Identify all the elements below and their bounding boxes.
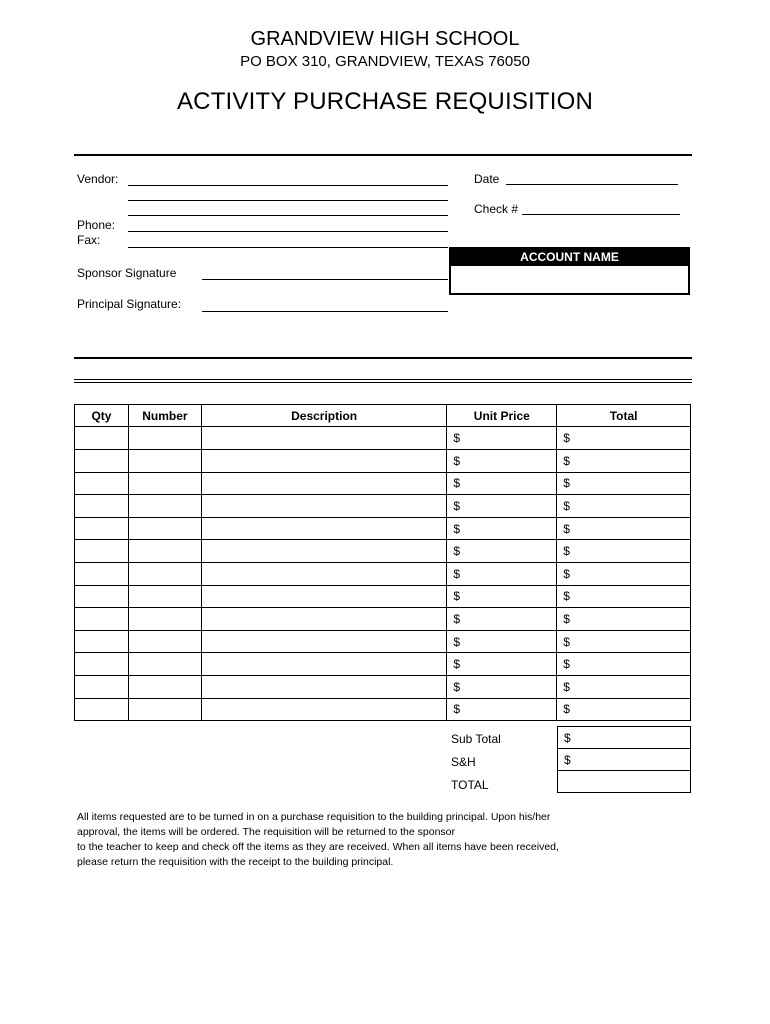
- account-name-header: ACCOUNT NAME: [451, 249, 688, 266]
- sponsor-signature-label: Sponsor Signature: [77, 266, 177, 280]
- total-cell[interactable]: [557, 495, 691, 518]
- fax-label: Fax:: [77, 233, 101, 247]
- total-cell[interactable]: [557, 608, 691, 631]
- form-title: ACTIVITY PURCHASE REQUISITION: [176, 88, 594, 115]
- qty-cell[interactable]: [75, 517, 129, 540]
- table-row: [75, 540, 691, 563]
- number-cell[interactable]: [128, 427, 201, 450]
- subtotal-field[interactable]: [557, 726, 691, 749]
- note-line-4: please return the requisition with the receipt to the building principal.: [77, 856, 394, 868]
- table-row: [75, 585, 691, 608]
- subtotal-currency: $: [564, 731, 571, 745]
- total-cell[interactable]: [557, 540, 691, 563]
- date-label: Date: [474, 172, 500, 186]
- number-cell[interactable]: [128, 630, 201, 653]
- currency-symbol: $: [563, 544, 570, 559]
- currency-symbol: $: [453, 657, 461, 672]
- top-divider: [74, 154, 692, 156]
- total-cell[interactable]: [557, 630, 691, 653]
- table-row: [75, 427, 691, 450]
- principal-signature-label: Principal Signature:: [77, 297, 182, 311]
- currency-symbol: $: [453, 476, 461, 491]
- sh-currency: $: [564, 753, 571, 767]
- currency-symbol: $: [563, 453, 570, 468]
- number-cell[interactable]: [128, 495, 201, 518]
- unit-price-cell[interactable]: [447, 450, 557, 473]
- description-cell[interactable]: [201, 675, 447, 698]
- col-number: Number: [128, 405, 201, 427]
- currency-symbol: $: [563, 702, 570, 717]
- description-cell[interactable]: [201, 653, 447, 676]
- note-line-1: All items requested are to be turned in on a purchase requisition to the building principal. Upon his/her: [77, 811, 551, 823]
- currency-symbol: $: [453, 634, 461, 649]
- number-cell[interactable]: [128, 472, 201, 495]
- description-cell[interactable]: [201, 698, 447, 721]
- table-row: [75, 495, 691, 518]
- vendor-line-3[interactable]: [128, 215, 448, 216]
- items-table: [74, 404, 691, 721]
- unit-price-cell[interactable]: [447, 517, 557, 540]
- description-cell[interactable]: [201, 427, 447, 450]
- sh-field[interactable]: [557, 748, 691, 771]
- currency-symbol: $: [563, 679, 570, 694]
- fax-line[interactable]: [128, 247, 448, 248]
- principal-signature-line[interactable]: [202, 311, 448, 312]
- currency-symbol: $: [563, 431, 570, 445]
- sponsor-signature-line[interactable]: [202, 279, 448, 280]
- total-cell[interactable]: [557, 698, 691, 721]
- phone-line[interactable]: [128, 231, 448, 232]
- col-qty: Qty: [75, 405, 129, 427]
- number-cell[interactable]: [128, 698, 201, 721]
- col-description: Description: [201, 405, 447, 427]
- table-row: [75, 698, 691, 721]
- qty-cell[interactable]: [75, 472, 129, 495]
- sh-label: S&H: [451, 755, 476, 769]
- number-cell[interactable]: [128, 562, 201, 585]
- school-name: GRANDVIEW HIGH SCHOOL: [250, 28, 520, 50]
- table-row: [75, 450, 691, 473]
- total-cell[interactable]: [557, 427, 691, 450]
- check-label: Check #: [474, 202, 519, 216]
- unit-price-cell[interactable]: [447, 495, 557, 518]
- table-row: [75, 472, 691, 495]
- description-cell[interactable]: [201, 630, 447, 653]
- vendor-label: Vendor:: [77, 172, 119, 186]
- col-unit-price: Unit Price: [447, 405, 557, 427]
- currency-symbol: $: [563, 566, 570, 581]
- unit-price-cell[interactable]: [447, 698, 557, 721]
- currency-symbol: $: [563, 521, 570, 536]
- number-cell[interactable]: [128, 653, 201, 676]
- total-cell[interactable]: [557, 585, 691, 608]
- currency-symbol: $: [453, 611, 461, 626]
- unit-price-cell[interactable]: [447, 540, 557, 563]
- number-cell[interactable]: [128, 540, 201, 563]
- description-cell[interactable]: [201, 450, 447, 473]
- table-row: [75, 562, 691, 585]
- phone-label: Phone:: [77, 218, 116, 232]
- total-cell[interactable]: [557, 472, 691, 495]
- currency-symbol: $: [563, 476, 570, 491]
- total-cell[interactable]: [557, 450, 691, 473]
- unit-price-cell[interactable]: [447, 585, 557, 608]
- total-cell[interactable]: [557, 562, 691, 585]
- table-row: [75, 517, 691, 540]
- account-name-box[interactable]: [449, 247, 690, 295]
- qty-cell[interactable]: [75, 450, 129, 473]
- number-cell[interactable]: [128, 585, 201, 608]
- description-cell[interactable]: [201, 562, 447, 585]
- number-cell[interactable]: [128, 450, 201, 473]
- currency-symbol: $: [563, 657, 570, 672]
- unit-price-cell[interactable]: [447, 427, 557, 450]
- currency-symbol: $: [563, 634, 570, 649]
- col-total: Total: [557, 405, 691, 427]
- currency-symbol: $: [453, 566, 461, 581]
- description-cell[interactable]: [201, 495, 447, 518]
- number-cell[interactable]: [128, 608, 201, 631]
- qty-cell[interactable]: [75, 427, 129, 450]
- total-label: TOTAL: [451, 778, 489, 792]
- double-rule-bottom: [74, 382, 692, 383]
- qty-cell[interactable]: [75, 495, 129, 518]
- vendor-line-2[interactable]: [128, 200, 448, 201]
- table-row: [75, 653, 691, 676]
- date-line[interactable]: [506, 184, 678, 185]
- qty-cell[interactable]: [75, 540, 129, 563]
- description-cell[interactable]: [201, 608, 447, 631]
- subtotal-label: Sub Total: [451, 732, 501, 746]
- unit-price-cell[interactable]: [447, 630, 557, 653]
- vendor-line-1[interactable]: [128, 185, 448, 186]
- currency-symbol: $: [563, 498, 570, 513]
- currency-symbol: $: [453, 521, 461, 536]
- qty-cell[interactable]: [75, 675, 129, 698]
- qty-cell[interactable]: [75, 698, 129, 721]
- currency-symbol: $: [453, 589, 461, 604]
- table-row: [75, 630, 691, 653]
- qty-cell[interactable]: [75, 585, 129, 608]
- total-cell[interactable]: [557, 653, 691, 676]
- currency-symbol: $: [453, 544, 461, 559]
- total-cell[interactable]: [557, 675, 691, 698]
- table-header-row: [75, 405, 691, 427]
- check-line[interactable]: [522, 214, 680, 215]
- description-cell[interactable]: [201, 540, 447, 563]
- qty-cell[interactable]: [75, 608, 129, 631]
- note-line-3: to the teacher to keep and check off the items as they are received. When all items have been received,: [77, 841, 559, 853]
- qty-cell[interactable]: [75, 653, 129, 676]
- number-cell[interactable]: [128, 517, 201, 540]
- unit-price-cell[interactable]: [447, 472, 557, 495]
- note-line-2: approval, the items will be ordered. The requisition will be returned to the sponsor: [77, 826, 456, 838]
- qty-cell[interactable]: [75, 562, 129, 585]
- total-field[interactable]: [557, 770, 691, 793]
- unit-price-cell[interactable]: [447, 608, 557, 631]
- school-address: PO BOX 310, GRANDVIEW, TEXAS 76050: [240, 53, 530, 70]
- total-cell[interactable]: [557, 517, 691, 540]
- table-row: [75, 608, 691, 631]
- number-cell[interactable]: [128, 675, 201, 698]
- double-rule-top: [74, 379, 692, 380]
- description-cell[interactable]: [201, 585, 447, 608]
- instructions-note: [77, 810, 697, 870]
- qty-cell[interactable]: [75, 630, 129, 653]
- description-cell[interactable]: [201, 472, 447, 495]
- currency-symbol: $: [453, 498, 461, 513]
- table-row: [75, 675, 691, 698]
- currency-symbol: $: [563, 611, 570, 626]
- currency-symbol: $: [453, 453, 461, 468]
- currency-symbol: $: [453, 431, 461, 445]
- unit-price-cell[interactable]: [447, 653, 557, 676]
- mid-divider: [74, 357, 692, 359]
- currency-symbol: $: [453, 702, 461, 717]
- description-cell[interactable]: [201, 517, 447, 540]
- currency-symbol: $: [563, 589, 570, 604]
- currency-symbol: $: [453, 679, 461, 694]
- unit-price-cell[interactable]: [447, 562, 557, 585]
- unit-price-cell[interactable]: [447, 675, 557, 698]
